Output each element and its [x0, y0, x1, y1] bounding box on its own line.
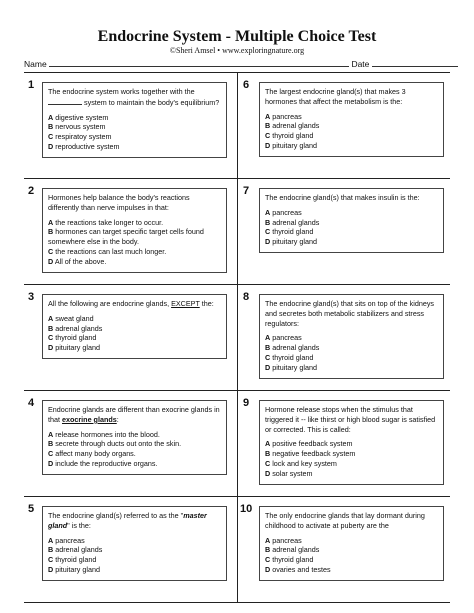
question-4	[24, 391, 237, 497]
option-b[interactable]: B adrenal glands	[265, 217, 320, 227]
question-grid	[24, 72, 450, 603]
option-a[interactable]: A sweat gland	[48, 313, 94, 323]
option-c[interactable]: C the reactions can last much longer.	[48, 246, 167, 256]
option-c[interactable]: C thyroid gland	[48, 333, 97, 343]
question-text: The only endocrine glands that lay dormant during childhood to activate at puberty are the	[265, 511, 425, 530]
except-emphasis: EXCEPT	[171, 299, 200, 308]
option-b[interactable]: B adrenal glands	[48, 545, 103, 555]
name-line[interactable]	[49, 58, 349, 67]
option-a[interactable]: A the reactions take longer to occur.	[48, 217, 164, 227]
option-a[interactable]: A positive feedback system	[265, 439, 353, 449]
option-a[interactable]: A pancreas	[265, 333, 302, 343]
name-date-row	[24, 58, 454, 69]
question-text: Hormone release stops when the stimulus that triggered it -- like thirst or high blood sugar is satisfied or corrected. This is called:	[265, 405, 436, 434]
question-box	[42, 294, 227, 359]
question-box	[259, 82, 444, 157]
question-text: All the following are endocrine glands, EXCEPT the:	[48, 299, 214, 308]
question-number: 7	[243, 185, 250, 197]
question-box	[259, 400, 444, 485]
question-text: The endocrine gland(s) referred to as the "master gland" is the:	[48, 511, 207, 530]
option-c[interactable]: C affect many body organs.	[48, 449, 136, 459]
option-c[interactable]: C respiratoy system	[48, 132, 112, 142]
option-d[interactable]: D All of the above.	[48, 256, 107, 266]
option-d[interactable]: D include the reproductive organs.	[48, 458, 158, 468]
option-a[interactable]: A pancreas	[265, 535, 302, 545]
question-8	[237, 285, 450, 391]
option-d[interactable]: D solar system	[265, 468, 313, 478]
option-d[interactable]: D pituitary gland	[48, 564, 100, 574]
option-d[interactable]: D pituitary gland	[265, 140, 317, 150]
question-box	[42, 400, 227, 475]
option-b[interactable]: B secrete through ducts out onto the skin.	[48, 439, 182, 449]
question-text: Endocrine glands are different than exocrine glands in that exocrine glands:	[48, 405, 220, 424]
question-9	[237, 391, 450, 497]
question-box	[42, 188, 227, 273]
question-text: The endocrine gland(s) that sits on top of the kidneys and secretes both metabolic stabilizers and stress regulators:	[265, 299, 435, 328]
option-c[interactable]: C thyroid gland	[265, 131, 314, 141]
option-b[interactable]: B adrenal glands	[48, 323, 103, 333]
name-label: Name	[24, 59, 47, 69]
option-c[interactable]: C lock and key system	[265, 458, 337, 468]
question-3	[24, 285, 237, 391]
question-text: The endocrine gland(s) that makes insulin is the:	[265, 193, 420, 202]
option-b[interactable]: B adrenal glands	[265, 343, 320, 353]
date-label: Date	[351, 59, 370, 69]
page-title: Endocrine System - Multiple Choice Test	[97, 28, 377, 45]
option-b[interactable]: B adrenal glands	[265, 121, 320, 131]
author-credit: ©Sheri Amsel • www.exploringnature.org	[169, 46, 305, 55]
question-box	[259, 294, 444, 379]
question-number: 5	[28, 503, 35, 515]
question-number: 3	[28, 291, 35, 303]
question-number: 8	[243, 291, 250, 303]
option-d[interactable]: D pituitary gland	[265, 237, 317, 247]
exocrine-emphasis: exocrine glands	[62, 414, 117, 424]
option-d[interactable]: D pituitary gland	[48, 343, 100, 353]
question-text: The largest endocrine gland(s) that makes 3 hormones that affect the metabolism is the:	[265, 87, 406, 106]
option-a[interactable]: A digestive system	[48, 112, 109, 122]
option-c[interactable]: C thyroid gland	[265, 352, 314, 362]
option-c[interactable]: C thyroid gland	[265, 227, 314, 237]
question-text: Hormones help balance the body's reactions differently than nerve impulses in that:	[48, 193, 190, 212]
question-number: 2	[28, 185, 35, 197]
option-a[interactable]: A pancreas	[265, 111, 302, 121]
option-a[interactable]: A pancreas	[265, 207, 302, 217]
question-number: 10	[240, 503, 253, 515]
option-c[interactable]: C thyroid gland	[48, 555, 97, 565]
question-5	[24, 497, 237, 603]
question-7	[237, 179, 450, 285]
question-10	[237, 497, 450, 603]
question-box	[42, 506, 227, 581]
question-text: The endocrine system works together with the system to maintain the body's equilibrium?	[48, 87, 220, 107]
question-number: 4	[28, 397, 35, 409]
option-c[interactable]: C thyroid gland	[265, 555, 314, 565]
option-d[interactable]: D pituitary gland	[265, 362, 317, 372]
option-a[interactable]: A pancreas	[48, 535, 85, 545]
answer-blank	[48, 97, 82, 105]
option-b[interactable]: B nervous system	[48, 122, 106, 132]
option-b[interactable]: B negative feedback system	[265, 449, 356, 459]
option-d[interactable]: D reproductive system	[48, 141, 120, 151]
date-line[interactable]	[372, 58, 458, 67]
question-box	[42, 82, 227, 158]
question-6	[237, 73, 450, 179]
master-gland-emphasis: master gland	[48, 511, 207, 530]
question-box	[259, 506, 444, 581]
option-a[interactable]: A release hormones into the blood.	[48, 429, 160, 439]
question-1	[24, 73, 237, 179]
question-2	[24, 179, 237, 285]
option-b[interactable]: B adrenal glands	[265, 545, 320, 555]
question-number: 6	[243, 79, 250, 91]
question-number: 9	[243, 397, 250, 409]
question-number: 1	[28, 79, 35, 91]
option-b[interactable]: B hormones can target specific target cells found somewhere else in the body.	[48, 227, 204, 247]
question-box	[259, 188, 444, 253]
option-d[interactable]: D ovaries and testes	[265, 564, 331, 574]
